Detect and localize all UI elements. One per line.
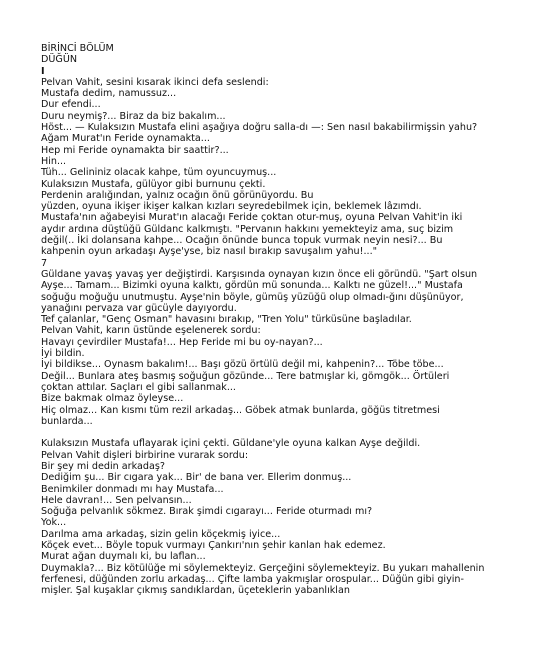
section-number: I	[41, 65, 45, 77]
text-line: Güldane yavaş yavaş yer değiştirdi. Karşısında oynayan kızın önce eli göründü. "Şart olsun	[41, 268, 478, 280]
text-line: Değil... Bunlara ateş basmış soğuğun gözünde... Tere batmışlar ki, gömgök... Örtüleri	[41, 370, 450, 382]
text-block-after-page-number	[41, 269, 533, 427]
text-line: Hep mi Feride oynamakta bir saattir?...	[41, 144, 229, 156]
text-line: Ayşe... Tamam... Bizimki oyuna kalktı, gördün mü sonunda... Kalktı ne güzel!..." Mustafa	[41, 280, 463, 292]
text-line: bunlarda...	[41, 415, 93, 427]
text-block-after-break	[41, 438, 533, 596]
text-line: kahpenin oyun arkadaşı Ayşe'yse, biz nasıl bırakıp savuşalım yahu!..."	[41, 246, 378, 258]
text-line: Pelvan Vahit, sesini kısarak ikinci defa seslendi:	[41, 76, 269, 88]
text-line: İyi bildikse... Oynasm bakalım!... Başı gözü örtülü değil mi, kahpenin?... Töbe töbe...	[41, 359, 444, 371]
text-line: Duru neymiş?... Biraz da biz bakalım...	[41, 110, 226, 122]
text-line: Dur efendi...	[41, 99, 101, 111]
text-block-before-page-number	[41, 77, 533, 258]
text-line: Duymakla?... Biz kötülüğe mi söylemekteyiz. Gerçeğini söylemekteyiz. Bu yukarı mahallenin	[41, 562, 485, 574]
text-line: aydır ardına düştüğü Güldanc kalkmıştı. "Pervanın hakkını yemekteyiz ama, suç bizim	[41, 223, 454, 235]
paragraph-gap	[41, 427, 533, 438]
text-line: Pelvan Vahit, karın üstünde eşelenerek sordu:	[41, 325, 261, 337]
text-line: Yok...	[41, 517, 67, 529]
text-line: Hele davran!... Sen pelvansın...	[41, 494, 192, 506]
text-line: Pelvan Vahit dişleri birbirine vurarak sordu:	[41, 449, 249, 461]
text-line: Bir şey mi dedin arkadaş?	[41, 460, 165, 472]
text-line: Tüh... Gelininiz olacak kahpe, tüm oyuncuymuş...	[41, 167, 277, 179]
text-line: Tef çalanlar, "Genç Osman" havasını bırakıp, "Tren Yolu" türküsüne başladılar.	[41, 314, 412, 326]
text-line: Murat ağan duymalı ki, bu laflan...	[41, 551, 206, 563]
text-line: mişler. Şal kuşaklar çıkmış sandıklardan, üçeteklerin yabanlıklan	[41, 585, 350, 597]
text-line: Köçek evet... Böyle topuk vurmayı Çankırı'nın şehir kanlan hak edemez.	[41, 540, 386, 552]
text-line: yüzden, oyuna ikişer ikişer kalkan kızları seyredebilmek için, beklemek lâzımdı.	[41, 201, 422, 213]
chapter-title: DÜĞÜN	[41, 54, 78, 66]
text-line: Havayı çevirdiler Mustafa!... Hep Feride mi bu oy-nayan?...	[41, 336, 323, 348]
text-line: yanağını pervaza var gücüyle dayıyordu.	[41, 302, 237, 314]
text-line: değil(.. İki dolansana kahpe... Ocağın önünde bunca topuk vurmak neyin nesi?... Bu	[41, 235, 443, 247]
text-line: Perdenin aralığından, yalnız ocağın önü görünüyordu. Bu	[41, 189, 314, 201]
page-number: 7	[41, 257, 48, 269]
text-line: Höst... — Kulaksızın Mustafa elini aşağıya doğru salla-dı —: Sen nasıl bakabilirmişsin yahu?	[41, 122, 478, 134]
text-line: İyi bildin.	[41, 348, 85, 360]
text-line: Mustafa'nın ağabeyisi Murat'ın alacağı Feride çoktan otur-muş, oyuna Pelvan Vahit'in iki	[41, 212, 463, 224]
text-line: Hin...	[41, 155, 67, 167]
part-heading: BİRİNCİ BÖLÜM	[41, 43, 114, 54]
text-line: Soğuğa pelvanlık sökmez. Bırak şimdi cıgarayı... Feride oturmadı mı?	[41, 506, 373, 518]
text-line: Mustafa dedim, namussuz...	[41, 88, 177, 100]
text-line: soğuğu moğuğu unutmuştu. Ayşe'nin böyle, gümüş yüzüğü olup olmadı-ğını düşünüyor,	[41, 291, 464, 303]
document-page	[41, 43, 533, 597]
text-line: Dediğim şu... Bir cıgara yak... Bir' de bana ver. Ellerim donmuş...	[41, 472, 352, 484]
text-line: Darılma ama arkadaş, sizin gelin köçekmiş iyice...	[41, 528, 281, 540]
text-line: Kulaksızın Mustafa uflayarak içini çekti. Güldane'yle oyuna kalkan Ayşe değildi.	[41, 438, 421, 450]
text-line: Bize bakmak olmaz öyleyse...	[41, 393, 184, 405]
text-line: çoktan attılar. Saçları el gibi sallanmak...	[41, 381, 236, 393]
text-line: Ağam Murat'ın Feride oynamakta...	[41, 133, 210, 145]
text-line: ferfenesi, düğünden zorlu arkadaş... Çifte lamba yakmışlar orospular... Düğün gibi giyin-	[41, 573, 464, 585]
text-line: Hiç olmaz... Kan kısmı tüm rezil arkadaş... Göbek atmak bunlarda, göğüs titretmesi	[41, 404, 440, 416]
text-line: Kulaksızın Mustafa, gülüyor gibi burnunu çekti.	[41, 178, 266, 190]
text-line: Benimkiler donmadı mı hay Mustafa...	[41, 483, 224, 495]
